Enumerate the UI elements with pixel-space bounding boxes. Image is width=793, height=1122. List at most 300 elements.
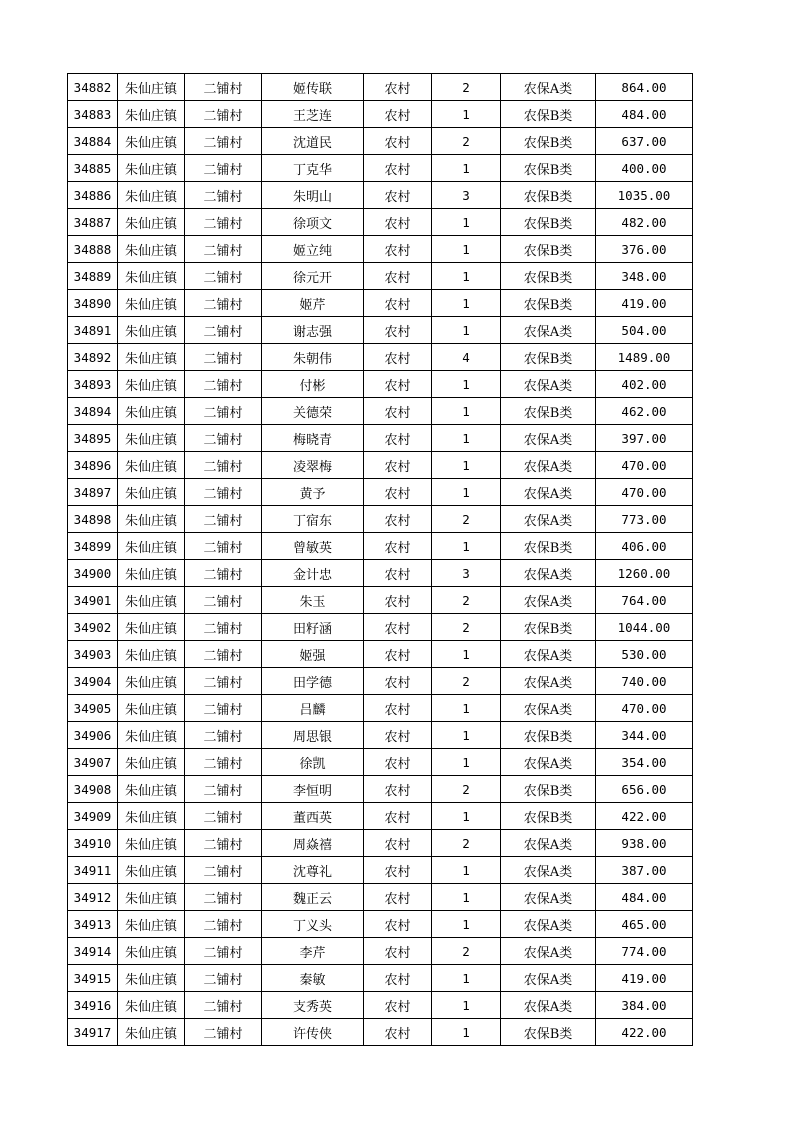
village-cell: 二铺村 — [185, 101, 262, 128]
town-cell: 朱仙庄镇 — [118, 884, 185, 911]
household-type-cell: 农村 — [364, 587, 432, 614]
town-cell: 朱仙庄镇 — [118, 560, 185, 587]
household-type-cell: 农村 — [364, 452, 432, 479]
record-id-cell: 34887 — [68, 209, 118, 236]
town-cell: 朱仙庄镇 — [118, 911, 185, 938]
record-id-cell: 34903 — [68, 641, 118, 668]
person-name-cell: 田学德 — [262, 668, 364, 695]
record-id-cell: 34912 — [68, 884, 118, 911]
insurance-category-cell: 农保A类 — [501, 641, 596, 668]
person-name-cell: 丁义头 — [262, 911, 364, 938]
household-type-cell: 农村 — [364, 722, 432, 749]
person-name-cell: 王芝连 — [262, 101, 364, 128]
insurance-category-cell: 农保B类 — [501, 101, 596, 128]
member-count-cell: 1 — [432, 965, 501, 992]
village-cell: 二铺村 — [185, 857, 262, 884]
household-type-cell: 农村 — [364, 857, 432, 884]
household-type-cell: 农村 — [364, 1019, 432, 1046]
table-row — [68, 722, 693, 749]
village-cell: 二铺村 — [185, 614, 262, 641]
person-name-cell: 朱明山 — [262, 182, 364, 209]
table-row — [68, 479, 693, 506]
member-count-cell: 1 — [432, 1019, 501, 1046]
record-id-cell: 34902 — [68, 614, 118, 641]
table-row — [68, 506, 693, 533]
town-cell: 朱仙庄镇 — [118, 830, 185, 857]
person-name-cell: 支秀英 — [262, 992, 364, 1019]
town-cell: 朱仙庄镇 — [118, 695, 185, 722]
village-cell: 二铺村 — [185, 1019, 262, 1046]
record-id-cell: 34915 — [68, 965, 118, 992]
amount-cell: 1260.00 — [596, 560, 693, 587]
table-row — [68, 992, 693, 1019]
household-type-cell: 农村 — [364, 182, 432, 209]
insurance-category-cell: 农保A类 — [501, 884, 596, 911]
town-cell: 朱仙庄镇 — [118, 803, 185, 830]
member-count-cell: 1 — [432, 884, 501, 911]
town-cell: 朱仙庄镇 — [118, 641, 185, 668]
record-id-cell: 34888 — [68, 236, 118, 263]
town-cell: 朱仙庄镇 — [118, 587, 185, 614]
amount-cell: 530.00 — [596, 641, 693, 668]
record-id-cell: 34917 — [68, 1019, 118, 1046]
amount-cell: 402.00 — [596, 371, 693, 398]
table-row — [68, 803, 693, 830]
town-cell: 朱仙庄镇 — [118, 992, 185, 1019]
insurance-category-cell: 农保A类 — [501, 452, 596, 479]
person-name-cell: 丁宿东 — [262, 506, 364, 533]
household-type-cell: 农村 — [364, 371, 432, 398]
member-count-cell: 1 — [432, 479, 501, 506]
member-count-cell: 1 — [432, 695, 501, 722]
amount-cell: 462.00 — [596, 398, 693, 425]
record-id-cell: 34911 — [68, 857, 118, 884]
village-cell: 二铺村 — [185, 749, 262, 776]
village-cell: 二铺村 — [185, 776, 262, 803]
table-row — [68, 938, 693, 965]
table-row — [68, 695, 693, 722]
table-row — [68, 911, 693, 938]
record-id-cell: 34905 — [68, 695, 118, 722]
town-cell: 朱仙庄镇 — [118, 776, 185, 803]
village-cell: 二铺村 — [185, 884, 262, 911]
village-cell: 二铺村 — [185, 641, 262, 668]
table-row — [68, 290, 693, 317]
amount-cell: 470.00 — [596, 452, 693, 479]
amount-cell: 422.00 — [596, 1019, 693, 1046]
record-id-cell: 34901 — [68, 587, 118, 614]
roster-body — [68, 74, 693, 1046]
member-count-cell: 1 — [432, 641, 501, 668]
member-count-cell: 1 — [432, 992, 501, 1019]
insurance-category-cell: 农保A类 — [501, 506, 596, 533]
person-name-cell: 丁克华 — [262, 155, 364, 182]
village-cell: 二铺村 — [185, 182, 262, 209]
person-name-cell: 徐项文 — [262, 209, 364, 236]
insurance-category-cell: 农保B类 — [501, 155, 596, 182]
table-row — [68, 317, 693, 344]
person-name-cell: 黄予 — [262, 479, 364, 506]
insurance-category-cell: 农保A类 — [501, 668, 596, 695]
household-type-cell: 农村 — [364, 992, 432, 1019]
household-type-cell: 农村 — [364, 965, 432, 992]
insurance-category-cell: 农保B类 — [501, 263, 596, 290]
amount-cell: 482.00 — [596, 209, 693, 236]
record-id-cell: 34894 — [68, 398, 118, 425]
household-type-cell: 农村 — [364, 398, 432, 425]
member-count-cell: 1 — [432, 533, 501, 560]
person-name-cell: 梅晓青 — [262, 425, 364, 452]
household-type-cell: 农村 — [364, 560, 432, 587]
village-cell: 二铺村 — [185, 722, 262, 749]
person-name-cell: 付彬 — [262, 371, 364, 398]
amount-cell: 484.00 — [596, 101, 693, 128]
table-row — [68, 209, 693, 236]
amount-cell: 376.00 — [596, 236, 693, 263]
amount-cell: 422.00 — [596, 803, 693, 830]
household-type-cell: 农村 — [364, 641, 432, 668]
person-name-cell: 徐凯 — [262, 749, 364, 776]
member-count-cell: 1 — [432, 263, 501, 290]
person-name-cell: 关德荣 — [262, 398, 364, 425]
household-type-cell: 农村 — [364, 506, 432, 533]
household-type-cell: 农村 — [364, 425, 432, 452]
person-name-cell: 姬立纯 — [262, 236, 364, 263]
amount-cell: 764.00 — [596, 587, 693, 614]
insurance-category-cell: 农保A类 — [501, 992, 596, 1019]
village-cell: 二铺村 — [185, 236, 262, 263]
table-row — [68, 263, 693, 290]
amount-cell: 400.00 — [596, 155, 693, 182]
town-cell: 朱仙庄镇 — [118, 128, 185, 155]
village-cell: 二铺村 — [185, 371, 262, 398]
insurance-category-cell: 农保A类 — [501, 560, 596, 587]
amount-cell: 504.00 — [596, 317, 693, 344]
person-name-cell: 金计忠 — [262, 560, 364, 587]
amount-cell: 348.00 — [596, 263, 693, 290]
person-name-cell: 许传侠 — [262, 1019, 364, 1046]
record-id-cell: 34886 — [68, 182, 118, 209]
person-name-cell: 朱朝伟 — [262, 344, 364, 371]
village-cell: 二铺村 — [185, 209, 262, 236]
table-row — [68, 749, 693, 776]
village-cell: 二铺村 — [185, 938, 262, 965]
person-name-cell: 姬强 — [262, 641, 364, 668]
village-cell: 二铺村 — [185, 290, 262, 317]
amount-cell: 1489.00 — [596, 344, 693, 371]
record-id-cell: 34885 — [68, 155, 118, 182]
person-name-cell: 吕麟 — [262, 695, 364, 722]
town-cell: 朱仙庄镇 — [118, 425, 185, 452]
member-count-cell: 1 — [432, 236, 501, 263]
amount-cell: 465.00 — [596, 911, 693, 938]
record-id-cell: 34883 — [68, 101, 118, 128]
table-row — [68, 155, 693, 182]
table-row — [68, 1019, 693, 1046]
table-row — [68, 74, 693, 101]
insurance-category-cell: 农保A类 — [501, 425, 596, 452]
member-count-cell: 1 — [432, 371, 501, 398]
person-name-cell: 周思银 — [262, 722, 364, 749]
household-type-cell: 农村 — [364, 695, 432, 722]
record-id-cell: 34913 — [68, 911, 118, 938]
town-cell: 朱仙庄镇 — [118, 209, 185, 236]
household-type-cell: 农村 — [364, 263, 432, 290]
town-cell: 朱仙庄镇 — [118, 371, 185, 398]
town-cell: 朱仙庄镇 — [118, 614, 185, 641]
village-cell: 二铺村 — [185, 803, 262, 830]
insurance-category-cell: 农保B类 — [501, 398, 596, 425]
town-cell: 朱仙庄镇 — [118, 155, 185, 182]
amount-cell: 484.00 — [596, 884, 693, 911]
roster-table — [67, 73, 693, 1046]
amount-cell: 344.00 — [596, 722, 693, 749]
village-cell: 二铺村 — [185, 128, 262, 155]
person-name-cell: 曾敏英 — [262, 533, 364, 560]
town-cell: 朱仙庄镇 — [118, 857, 185, 884]
insurance-category-cell: 农保B类 — [501, 290, 596, 317]
member-count-cell: 2 — [432, 74, 501, 101]
insurance-category-cell: 农保B类 — [501, 182, 596, 209]
table-row — [68, 533, 693, 560]
household-type-cell: 农村 — [364, 74, 432, 101]
member-count-cell: 1 — [432, 803, 501, 830]
person-name-cell: 沈道民 — [262, 128, 364, 155]
town-cell: 朱仙庄镇 — [118, 290, 185, 317]
household-type-cell: 农村 — [364, 236, 432, 263]
town-cell: 朱仙庄镇 — [118, 722, 185, 749]
member-count-cell: 2 — [432, 128, 501, 155]
household-type-cell: 农村 — [364, 884, 432, 911]
amount-cell: 1035.00 — [596, 182, 693, 209]
household-type-cell: 农村 — [364, 209, 432, 236]
amount-cell: 656.00 — [596, 776, 693, 803]
amount-cell: 419.00 — [596, 965, 693, 992]
village-cell: 二铺村 — [185, 830, 262, 857]
village-cell: 二铺村 — [185, 533, 262, 560]
village-cell: 二铺村 — [185, 992, 262, 1019]
amount-cell: 419.00 — [596, 290, 693, 317]
record-id-cell: 34906 — [68, 722, 118, 749]
person-name-cell: 姬芹 — [262, 290, 364, 317]
table-row — [68, 236, 693, 263]
amount-cell: 773.00 — [596, 506, 693, 533]
table-row — [68, 884, 693, 911]
member-count-cell: 1 — [432, 749, 501, 776]
insurance-category-cell: 农保A类 — [501, 587, 596, 614]
insurance-category-cell: 农保A类 — [501, 938, 596, 965]
town-cell: 朱仙庄镇 — [118, 74, 185, 101]
town-cell: 朱仙庄镇 — [118, 236, 185, 263]
table-row — [68, 101, 693, 128]
member-count-cell: 1 — [432, 911, 501, 938]
member-count-cell: 2 — [432, 830, 501, 857]
table-row — [68, 182, 693, 209]
record-id-cell: 34909 — [68, 803, 118, 830]
table-row — [68, 830, 693, 857]
amount-cell: 406.00 — [596, 533, 693, 560]
amount-cell: 774.00 — [596, 938, 693, 965]
village-cell: 二铺村 — [185, 668, 262, 695]
town-cell: 朱仙庄镇 — [118, 263, 185, 290]
table-row — [68, 965, 693, 992]
record-id-cell: 34908 — [68, 776, 118, 803]
insurance-category-cell: 农保B类 — [501, 344, 596, 371]
household-type-cell: 农村 — [364, 533, 432, 560]
record-id-cell: 34910 — [68, 830, 118, 857]
record-id-cell: 34895 — [68, 425, 118, 452]
insurance-category-cell: 农保A类 — [501, 911, 596, 938]
member-count-cell: 1 — [432, 317, 501, 344]
member-count-cell: 2 — [432, 614, 501, 641]
household-type-cell: 农村 — [364, 776, 432, 803]
household-type-cell: 农村 — [364, 803, 432, 830]
table-row — [68, 128, 693, 155]
village-cell: 二铺村 — [185, 317, 262, 344]
household-type-cell: 农村 — [364, 614, 432, 641]
record-id-cell: 34890 — [68, 290, 118, 317]
member-count-cell: 1 — [432, 290, 501, 317]
person-name-cell: 姬传联 — [262, 74, 364, 101]
table-row — [68, 560, 693, 587]
town-cell: 朱仙庄镇 — [118, 1019, 185, 1046]
table-row — [68, 776, 693, 803]
record-id-cell: 34916 — [68, 992, 118, 1019]
insurance-category-cell: 农保B类 — [501, 776, 596, 803]
town-cell: 朱仙庄镇 — [118, 506, 185, 533]
household-type-cell: 农村 — [364, 479, 432, 506]
person-name-cell: 周焱禧 — [262, 830, 364, 857]
household-type-cell: 农村 — [364, 749, 432, 776]
member-count-cell: 2 — [432, 776, 501, 803]
member-count-cell: 3 — [432, 182, 501, 209]
household-type-cell: 农村 — [364, 128, 432, 155]
household-type-cell: 农村 — [364, 317, 432, 344]
table-row — [68, 587, 693, 614]
insurance-category-cell: 农保A类 — [501, 857, 596, 884]
member-count-cell: 2 — [432, 506, 501, 533]
town-cell: 朱仙庄镇 — [118, 182, 185, 209]
household-type-cell: 农村 — [364, 155, 432, 182]
person-name-cell: 董西英 — [262, 803, 364, 830]
household-type-cell: 农村 — [364, 101, 432, 128]
town-cell: 朱仙庄镇 — [118, 965, 185, 992]
amount-cell: 354.00 — [596, 749, 693, 776]
town-cell: 朱仙庄镇 — [118, 668, 185, 695]
person-name-cell: 沈尊礼 — [262, 857, 364, 884]
person-name-cell: 李芹 — [262, 938, 364, 965]
record-id-cell: 34893 — [68, 371, 118, 398]
village-cell: 二铺村 — [185, 965, 262, 992]
insurance-category-cell: 农保A类 — [501, 74, 596, 101]
town-cell: 朱仙庄镇 — [118, 533, 185, 560]
person-name-cell: 凌翠梅 — [262, 452, 364, 479]
household-type-cell: 农村 — [364, 290, 432, 317]
amount-cell: 384.00 — [596, 992, 693, 1019]
member-count-cell: 1 — [432, 452, 501, 479]
member-count-cell: 1 — [432, 857, 501, 884]
table-row — [68, 371, 693, 398]
insurance-category-cell: 农保A类 — [501, 317, 596, 344]
village-cell: 二铺村 — [185, 587, 262, 614]
person-name-cell: 秦敏 — [262, 965, 364, 992]
household-type-cell: 农村 — [364, 938, 432, 965]
record-id-cell: 34891 — [68, 317, 118, 344]
record-id-cell: 34896 — [68, 452, 118, 479]
table-row — [68, 344, 693, 371]
town-cell: 朱仙庄镇 — [118, 317, 185, 344]
village-cell: 二铺村 — [185, 344, 262, 371]
insurance-category-cell: 农保A类 — [501, 830, 596, 857]
village-cell: 二铺村 — [185, 263, 262, 290]
insurance-category-cell: 农保B类 — [501, 236, 596, 263]
member-count-cell: 4 — [432, 344, 501, 371]
member-count-cell: 1 — [432, 722, 501, 749]
town-cell: 朱仙庄镇 — [118, 749, 185, 776]
amount-cell: 387.00 — [596, 857, 693, 884]
village-cell: 二铺村 — [185, 155, 262, 182]
person-name-cell: 徐元开 — [262, 263, 364, 290]
member-count-cell: 2 — [432, 938, 501, 965]
village-cell: 二铺村 — [185, 398, 262, 425]
village-cell: 二铺村 — [185, 452, 262, 479]
town-cell: 朱仙庄镇 — [118, 398, 185, 425]
member-count-cell: 1 — [432, 398, 501, 425]
record-id-cell: 34904 — [68, 668, 118, 695]
village-cell: 二铺村 — [185, 479, 262, 506]
insurance-category-cell: 农保A类 — [501, 695, 596, 722]
record-id-cell: 34900 — [68, 560, 118, 587]
town-cell: 朱仙庄镇 — [118, 479, 185, 506]
town-cell: 朱仙庄镇 — [118, 452, 185, 479]
amount-cell: 470.00 — [596, 479, 693, 506]
household-type-cell: 农村 — [364, 344, 432, 371]
member-count-cell: 2 — [432, 668, 501, 695]
amount-cell: 637.00 — [596, 128, 693, 155]
town-cell: 朱仙庄镇 — [118, 344, 185, 371]
table-row — [68, 857, 693, 884]
amount-cell: 470.00 — [596, 695, 693, 722]
person-name-cell: 李恒明 — [262, 776, 364, 803]
insurance-category-cell: 农保B类 — [501, 533, 596, 560]
amount-cell: 740.00 — [596, 668, 693, 695]
record-id-cell: 34898 — [68, 506, 118, 533]
table-row — [68, 425, 693, 452]
record-id-cell: 34882 — [68, 74, 118, 101]
record-id-cell: 34899 — [68, 533, 118, 560]
record-id-cell: 34914 — [68, 938, 118, 965]
member-count-cell: 1 — [432, 101, 501, 128]
village-cell: 二铺村 — [185, 911, 262, 938]
amount-cell: 938.00 — [596, 830, 693, 857]
insurance-category-cell: 农保B类 — [501, 209, 596, 236]
household-type-cell: 农村 — [364, 911, 432, 938]
member-count-cell: 1 — [432, 425, 501, 452]
table-row — [68, 641, 693, 668]
village-cell: 二铺村 — [185, 695, 262, 722]
person-name-cell: 谢志强 — [262, 317, 364, 344]
insurance-category-cell: 农保B类 — [501, 722, 596, 749]
insurance-category-cell: 农保B类 — [501, 803, 596, 830]
member-count-cell: 1 — [432, 155, 501, 182]
village-cell: 二铺村 — [185, 506, 262, 533]
insurance-category-cell: 农保A类 — [501, 965, 596, 992]
record-id-cell: 34889 — [68, 263, 118, 290]
insurance-category-cell: 农保A类 — [501, 371, 596, 398]
person-name-cell: 朱玉 — [262, 587, 364, 614]
amount-cell: 864.00 — [596, 74, 693, 101]
table-row — [68, 614, 693, 641]
